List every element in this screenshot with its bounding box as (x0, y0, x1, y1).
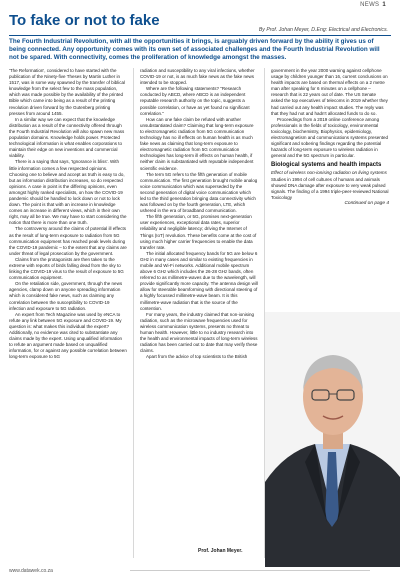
section-header (360, 2, 386, 8)
article-byline: By Prof. Johan Meyer, D.Eng: Electrical and Electronics. (258, 27, 388, 33)
article-column-1 (9, 68, 127, 361)
paragraph: On the retaliation side, government, through the news agencies, clamp down on anyone spreading information which is considered fake news, such as claiming any correlation between the susceptibility to COVID-19 infection and exposure to 5G radiation. (9, 281, 123, 311)
footer-url[interactable]: www.datawek.co.za (9, 568, 53, 574)
paragraph: The controversy around the claims of potential ill effects as the result of long-term exposure to radiation from 5G communication equipment has reached peak levels during the COVID-19 pandemic – to the extent that any claims are under threat of legal prosecution by the government. (9, 226, 127, 256)
subheading: Biological systems and health impacts (271, 162, 382, 169)
title-rule (9, 35, 391, 36)
article-intro: The Fourth Industrial Revolution, with all the opportunities it brings, is arguably driven forward by the ability it gives us of being connected. Any opportunity comes with its own set of associated challenges and the Fourth Industrial Revolution will not be spared. With connectivity, comes the proliferation of knowledge amongst the masses. (9, 38, 380, 61)
paragraph: Claims from the protagonists are then taken to the extreme with reports of birds falling dead from the sky to linking the COVID-19 virus to the result of exposure to 5G communication equipment. (9, 256, 124, 281)
paragraph: radiation and susceptibility to any viral infections, whether COVID-19 or not, is as much fake news as the fake news intended to be stopped. (140, 68, 255, 86)
paragraph: The initial allocated frequency bands for 5G are below 6 GHz in many cases and similar to existing frequencies in mobile and Wi-Fi networks. Additional mobile spectrum above 6 GHz which includes the 26-28 GHz bands, often referred to as millimetre-waves due to the wavelength, will provide significantly more capacity. The antenna design will allow for steerable beamforming with directional steering of a highly focussed millimetre-wave beam. It is this millimetre-wave radiation that is the source of the contention. (140, 250, 258, 311)
article-title: To fake or not to fake (9, 12, 160, 29)
column-divider (133, 68, 134, 558)
paragraph: How can one fake claim be refuted with another unsubstantiated claim? Claiming that long-term exposure to electromagnetic radiation from 5G communication technology has no ill effects on human health is as much fake news as claiming that long-term exposure to electromagnetic radiation from 5G communication technologies has long-term ill effects on human health, if neither claim is substantiated with reputable independent scientific evidence. (140, 116, 254, 171)
paragraph: Apart from the advice of top scientists to the British (146, 354, 248, 360)
author-photo (265, 312, 400, 567)
page-number: 1 (382, 2, 386, 8)
paragraph: An expert from Tech Magazine was used by eNCA to refute any link between 5G exposure and COVID-19. My question is: what makes this individual the expert? Additionally, no evidence was cited to substantiate any claims made by the expert. Using unqualified information to refute an argument made based on unqualified information, for or against any possible correlation between long-term exposure to 5G (9, 311, 127, 360)
author-portrait (265, 312, 400, 567)
continued-note: Continued on page 4 (344, 200, 389, 206)
paragraph: 'The Reformation', considered to have started with the publication of the Ninety-five Theses by Martin Luther in 1517, was in some way spawned by the transfer of biblical knowledge from the select few to the mass population, which was made possible by the availability of the printed Bible which came into being as a result of the printing revolution driven forward by the Gutenberg printing presses from around 1455. (9, 68, 126, 116)
article-column-2 (140, 68, 258, 361)
paragraph: Studies in 1994 of cell cultures of humans and animals showed DNA damage after exposure to very weak pulsed signals. The finding of a 1994 triple-peer-reviewed National Toxicology (271, 176, 389, 200)
paragraph: There is a saying that says, 'Ignorance is bliss'. With little information comes a few respected opinions. Choosing one to believe and accept as truth is easy to do, but as information distribution increases, so do respected opinions. A case in point is the differing opinions, even amongst highly ranked specialists, on how the COVID-19 pandemic should be handled to lock down or not to lock down. The point is that with an increase in knowledge comes an increase in different views, which in their own right, may all be true. We may have to start considering the notion that there is more than one truth. (9, 159, 127, 226)
paragraph: The fifth generation, or 5G, promises next-generation user experiences, exceptional data rates, superior reliability and negligible latency; driving the Internet of Things (IoT) revolution. These benefits come at the cost of using much higher carrier frequencies to enable the data transfer rate. (140, 214, 257, 250)
sub-subheading: Effect of wireless non-ionising radiation on living systems (271, 169, 387, 175)
paragraph: For many years, the industry claimed that non-ionising radiation, such as the microwave frequencies used for wireless communication systems, presents no threat to human health. However, little to no industry research into the health and environmental impacts of long-term wireless radiation has been carried out to date that may verify these claims. (140, 311, 258, 354)
section-name: NEWS (360, 2, 380, 8)
paragraph: Proceedings from a 2019 online conference among professionals in the fields of toxicology, environmental toxicology, biochemistry, Biophysics, epidemiology, electromagnetism and communications systems presented significant and sobering findings regarding the potential hazards of long-term exposure to wireless radiation in general and the 5G spectrum in particular. (271, 116, 389, 159)
photo-caption: Prof. Johan Meyer. (198, 548, 243, 554)
article-column-3 (271, 68, 389, 207)
paragraph: The term 5G refers to the fifth generation of mobile communication. The first generation brought mobile analog voice communication which was superseded by the second generation of digital voice communication which led to the third generation bringing data connectivity which was followed on by the fourth generation, LTE, which ushered in the era of broadband communication. (140, 171, 258, 214)
paragraph: Where are the following statements? "Research conducted by ABCD, where ABCD is an independent reputable research authority on the topic, suggests a possible correlation, or have as yet found no significant correlation." (140, 86, 250, 116)
paragraph: In a similar way we can expect that the knowledge distribution as a result of the connectivity offered through the Fourth Industrial Revolution will also spawn new mass population domains. Knowledge holds power. Protected technological information is what enables corporations to maintain their edge on new inventions and commercial viability. (9, 116, 125, 159)
footer-rule (130, 570, 370, 571)
paragraph: government in the year 2000 warning against cellphone usage by children younger than 16, current conclusions on health impacts are based on thermal effects on a 2 metre man after speaking for 6 minutes on a cellphone – research that is 22 years out of date. The US Senate asked the top executives of telecoms in 2019 whether they had carried out any health impact studies. The reply was that they had not and hadn't allocated funds to do so. (271, 68, 388, 116)
